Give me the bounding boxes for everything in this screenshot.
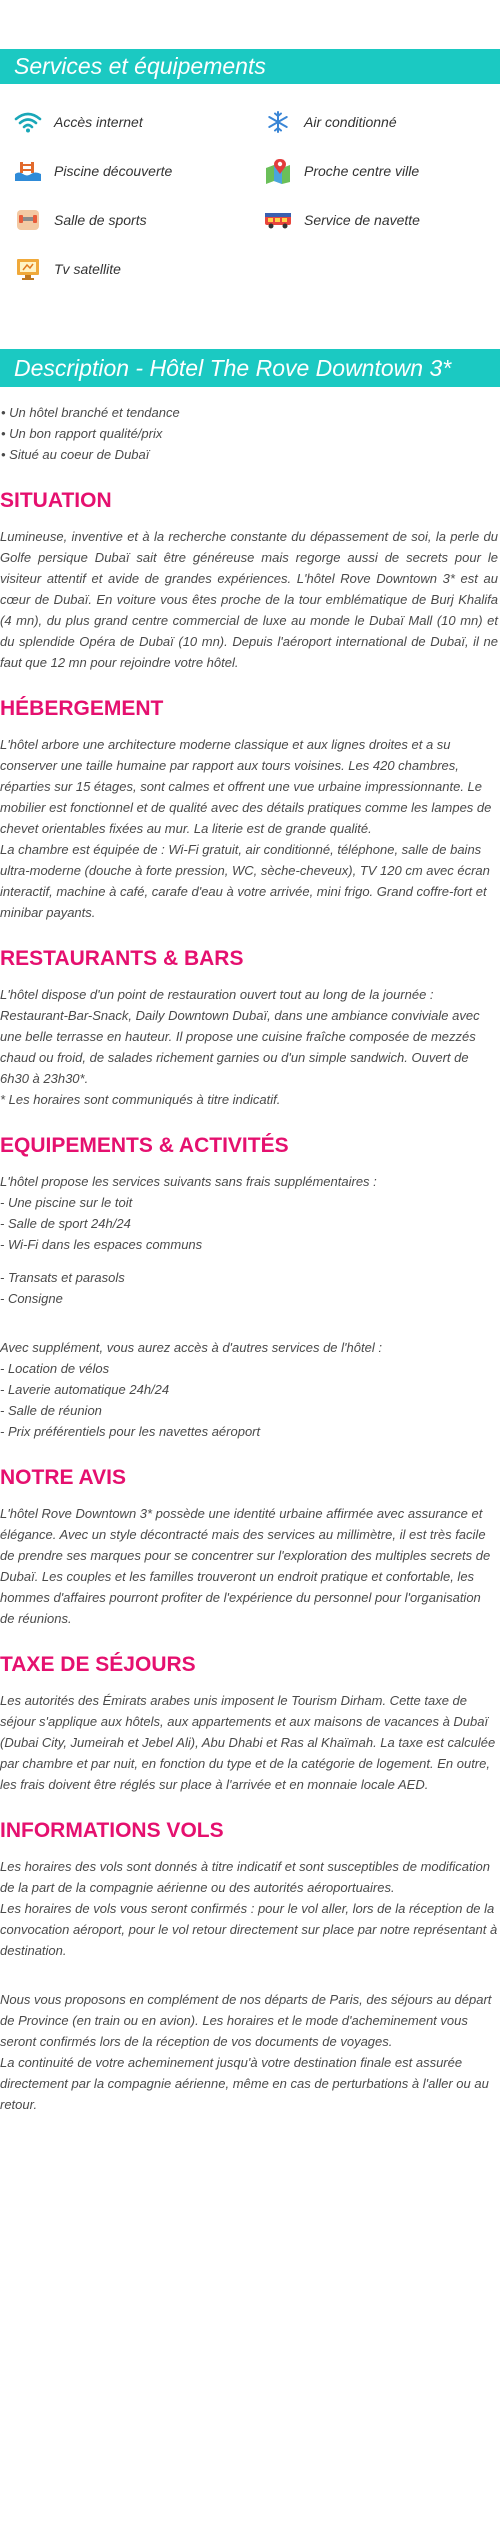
section-title-restaurants: RESTAURANTS & BARS [0, 947, 244, 970]
list-item: - Wi-Fi dans les espaces communs [0, 1237, 203, 1252]
service-item-pool: Piscine découverte [0, 146, 250, 195]
taxe-text: Les autorités des Émirats arabes unis imposent le Tourism Dirham. Cette taxe de séjour s'applique aux hôtels, aux appartements et aux maisons de vacances à Dubaï (Dubai City, Jumeirah et Jebel Ali), Abu Dhabi et Ras al Khaïmah. La taxe est calculée par chambre et par nuit, en fonction du type et de la catégorie de logement. En outre, les frais doivent être réglés sur place à l'arrivée et en monnaie locale AED. [0, 1693, 496, 1792]
description-header [0, 349, 500, 387]
pool-icon [10, 158, 46, 184]
fitness-icon [10, 207, 46, 233]
service-item-fitness: Salle de sports [0, 195, 250, 244]
service-item-shuttle: Service de navette [250, 195, 500, 244]
avis-text: L'hôtel Rove Downtown 3* possède une identité urbaine affirmée avec assurance et élégance. Avec un style décontracté mais des services au millimètre, il est très facile de prendre ses marques pour se concentrer sur l'exploration des multiples secrets de Dubaï. Les couples et les familles trouveront un endroit pratique et confortable, les hommes d'affaires pourront profiter de l'expérience du personnel pour l'organisation de réunions. [0, 1506, 491, 1626]
restaurants-text-2: * Les horaires sont communiqués à titre indicatif. [0, 1092, 281, 1107]
tv-icon [10, 256, 46, 282]
list-item: - Prix préférentiels pour les navettes aéroport [0, 1424, 261, 1439]
vols-text-2: Les horaires de vols vous seront confirmés : pour le vol aller, lors de la réception de la convocation aéroport, pour le vol retour directement sur place par notre représentant à destination. [0, 1901, 498, 1958]
section-title-taxe: TAXE DE SÉJOURS [0, 1653, 196, 1676]
bullet-item: • Un hôtel branché et tendance [1, 405, 180, 420]
hebergement-text-1: L'hôtel arbore une architecture moderne classique et aux lignes droites et a su conserver une taille humaine par rapport aux tours voisines. Les 420 chambres, réparties sur 15 étages, sont calmes et offrent une vue urbaine impressionnante. Le mobilier est fonctionnel et de qualité avec des détails pratiques comme les lampes de chevet orientables fixées au mur. La literie est de grande qualité. [0, 737, 492, 836]
services-header [0, 49, 500, 84]
list-item: - Location de vélos [0, 1361, 110, 1376]
list-item: - Une piscine sur le toit [0, 1195, 133, 1210]
service-item-city-center: Proche centre ville [250, 146, 500, 195]
equipements-paid-intro: Avec supplément, vous aurez accès à d'autres services de l'hôtel : [0, 1340, 382, 1355]
section-title-avis: NOTRE AVIS [0, 1466, 127, 1489]
snowflake-icon [260, 109, 296, 135]
list-item: - Consigne [0, 1291, 63, 1306]
map-pin-icon [260, 158, 296, 184]
list-item: - Laverie automatique 24h/24 [0, 1382, 170, 1397]
bullet-item: • Un bon rapport qualité/prix [1, 426, 163, 441]
vols-text-4: La continuité de votre acheminement jusqu'à votre destination finale est assurée directement par la compagnie aérienne, même en cas de perturbations à l'aller ou au retour. [0, 2055, 489, 2112]
list-item: - Salle de sport 24h/24 [0, 1216, 131, 1231]
section-title-equipements: EQUIPEMENTS & ACTIVITÉS [0, 1134, 289, 1157]
section-title-vols: INFORMATIONS VOLS [0, 1819, 224, 1842]
vols-text-3: Nous vous proposons en complément de nos départs de Paris, des séjours au départ de Province (en train ou en avion). Les horaires et le mode d'acheminement vous seront confirmés lors de la réception de vos documents de voyages. [0, 1992, 492, 2049]
section-title-hebergement: HÉBERGEMENT [0, 697, 164, 720]
list-item: - Salle de réunion [0, 1403, 102, 1418]
equipements-intro: L'hôtel propose les services suivants sans frais supplémentaires : [0, 1174, 377, 1189]
services-title: Services et équipements [14, 53, 266, 79]
wifi-icon [10, 109, 46, 135]
list-item: - Transats et parasols [0, 1270, 125, 1285]
service-item-air-conditioning: Air conditionné [250, 97, 500, 146]
service-item-tv: Tv satellite [0, 244, 250, 293]
restaurants-text-1: L'hôtel dispose d'un point de restauration ouvert tout au long de la journée : Restaurant-Bar-Snack, Daily Downtown Dubaï, dans une ambiance conviviale avec une belle terrasse en hauteur. Il propose une cuisine fraîche composée de mezzés chaud ou froid, de salades richement garnies ou d'un simple sandwich. Ouvert de 6h30 à 23h30*. [0, 987, 480, 1086]
hebergement-text-2: La chambre est équipée de : Wi-Fi gratuit, air conditionné, téléphone, salle de bains ultra-moderne (douche à forte pression, WC, sèche-cheveux), TV 120 cm avec écran interactif, machine à café, carafe d'eau à votre arrivée, mini frigo. Grand coffre-fort et minibar payants. [0, 842, 490, 920]
shuttle-bus-icon [260, 207, 296, 233]
vols-text-1: Les horaires des vols sont donnés à titre indicatif et sont susceptibles de modification de la part de la compagnie aérienne ou des autorités aéroportuaires. [0, 1859, 490, 1895]
situation-text: Lumineuse, inventive et à la recherche constante du dépassement de soi, la perle du Golfe persique Dubaï sait être généreuse mais regorge aussi de secrets pour le visiteur attentif et avide de grandes expériences. L'hôtel Rove Downtown 3* est au cœur de Dubaï. En voiture vous êtes proche de la tour emblématique de Burj Khalifa (4 mn), du plus grand centre commercial de luxe au monde le Dubaï Mall (10 mn) et du splendide Opéra de Dubaï (10 mn). Depuis l'aéroport international de Dubaï, il ne faut que 12 mn pour rejoindre votre hôtel. [0, 529, 498, 670]
services-grid [0, 97, 500, 293]
bullet-item: • Situé au coeur de Dubaï [1, 447, 150, 462]
description-title: Description - Hôtel The Rove Downtown 3* [14, 355, 452, 381]
service-item-internet: Accès internet [0, 97, 250, 146]
section-title-situation: SITUATION [0, 489, 112, 512]
description-bullets [0, 402, 500, 465]
